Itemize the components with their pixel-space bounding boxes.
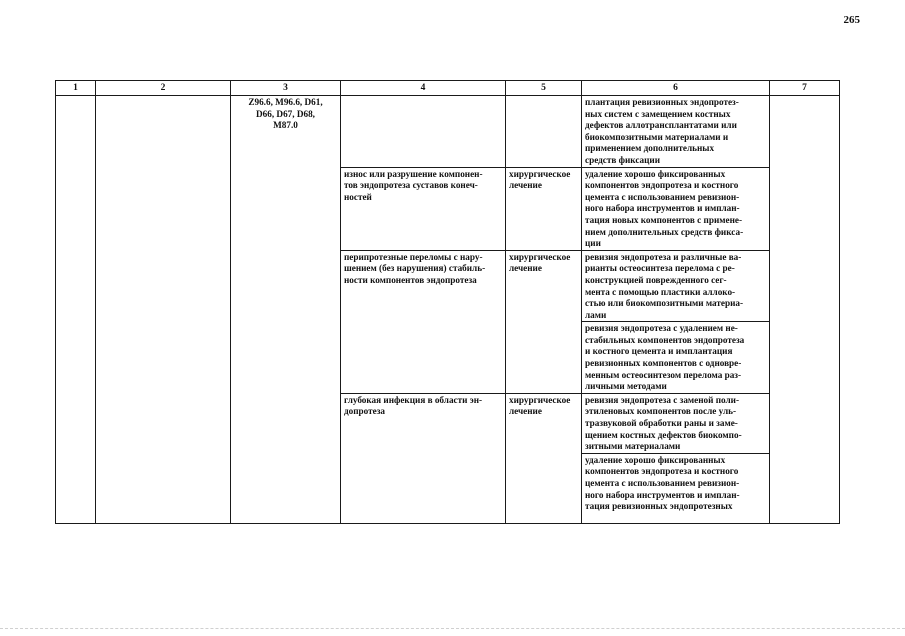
diagnosis-codes-cell <box>231 96 341 524</box>
method-cell <box>582 393 770 453</box>
method-cell <box>582 453 770 523</box>
condition-cell <box>341 167 506 250</box>
method-text: удаление хорошо фиксированных компонентов эндопротеза и костного цемента с использованием ревизион- ного набора инструментов и имплан- тация ревизионных эндопротезных <box>585 454 740 512</box>
method-text: плантация ревизионных эндопротез- ных систем с замещением костных дефектов аллотрансплантатами или биокомпозитными материалами и применением дополнительных средств фиксации <box>585 97 739 165</box>
table-row <box>56 96 840 168</box>
treatment-cell <box>506 393 582 523</box>
method-text: удаление хорошо фиксированных компонентов эндопротеза и костного цемента с использованием ревизион- ного набора инструментов и имплан- тация новых компонентов с примене- нием дополнительных средств фикса- ции <box>585 168 744 249</box>
condition-cell <box>341 393 506 523</box>
treatment-text: хирургическое лечение <box>509 251 571 274</box>
method-text: ревизия эндопротеза с заменой поли- этиленовых компонентов после уль- тразвуковой обработки раны и заме- щением костных дефектов биокомпо- зитными материалами <box>585 394 742 452</box>
column-header-1: 1 <box>56 81 96 96</box>
condition-cell <box>341 96 506 168</box>
column-header-2: 2 <box>96 81 231 96</box>
method-cell <box>582 250 770 322</box>
page-number: 265 <box>843 14 860 26</box>
treatment-cell <box>506 167 582 250</box>
treatment-text: хирургическое лечение <box>509 394 571 417</box>
medical-care-table <box>55 80 840 524</box>
column-7-cell <box>770 96 840 524</box>
condition-text: износ или разрушение компонен- тов эндопротеза суставов конеч- ностей <box>344 168 483 202</box>
treatment-cell <box>506 96 582 168</box>
column-header-3: 3 <box>231 81 341 96</box>
column-header-5: 5 <box>506 81 582 96</box>
method-cell <box>582 167 770 250</box>
method-cell <box>582 96 770 168</box>
diagnosis-codes: Z96.6, M96.6, D61, D66, D67, D68, M87.0 <box>248 97 323 131</box>
column-1-cell <box>56 96 96 524</box>
header-row <box>56 81 840 96</box>
method-text: ревизия эндопротеза с удалением не- стабильных компонентов эндопротеза и костного цемента и имплантация ревизионных компонентов с одновре- менным остеосинтезом перелома раз- личными методами <box>585 323 745 392</box>
column-header-6: 6 <box>582 81 770 96</box>
column-2-cell <box>96 96 231 524</box>
scan-artifact-line <box>0 628 905 629</box>
condition-text: перипротезные переломы с нару- шением (без нарушения) стабиль- ности компонентов эндопротеза <box>344 251 486 285</box>
method-cell <box>582 322 770 394</box>
treatment-cell <box>506 250 582 393</box>
column-header-4: 4 <box>341 81 506 96</box>
treatment-text: хирургическое лечение <box>509 168 571 191</box>
condition-text: глубокая инфекция в области эн- допротеза <box>344 394 483 417</box>
method-text: ревизия эндопротеза и различные ва- рианты остеосинтеза перелома с ре- конструкцией поврежденного сег- мента с помощью пластики аллоко- стью или биокомпозитными материа- лами <box>585 251 744 320</box>
column-header-7: 7 <box>770 81 840 96</box>
condition-cell <box>341 250 506 393</box>
